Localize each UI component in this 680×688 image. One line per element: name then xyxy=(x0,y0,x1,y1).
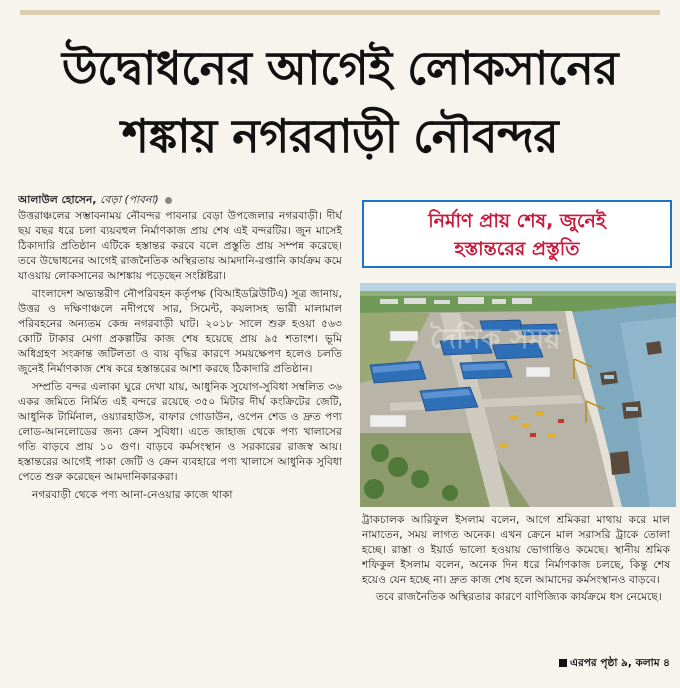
article-paragraph-4: নগরবাড়ী থেকে পণ্য আনা-নেওয়ার কাজে থাকা xyxy=(32,488,233,501)
article-right-column xyxy=(362,512,670,672)
subheadline-line-2: হস্তান্তরের প্রস্তুতি xyxy=(454,238,580,260)
port-aerial-photo xyxy=(360,283,676,507)
continued-note xyxy=(559,656,670,673)
subheadline-box xyxy=(362,200,672,268)
byline-author: আলাউল হোসেন, xyxy=(18,193,97,206)
headline-line-1: উদ্বোধনের আগেই লোকসানের xyxy=(61,41,619,95)
article-paragraph-6: তবে রাজনৈতিক অস্থিরতার কারণে বাণিজ্যিক কার্যক্রমে ধস নেমেছে। xyxy=(376,590,662,603)
article-paragraph-2: বাংলাদেশ অভ্যন্তরীণ নৌপরিবহন কর্তৃপক্ষ (বিআইডব্লিউটিএ) সূত্র জানায়, উত্তর ও দক্ষিণাঞ্চলে নদীপথে সার, সিমেন্ট, কয়লাসহ ভারী মালামাল পরিবহনের অন্যতম কেন্দ্র নগরবাড়ী ঘাট। ২০১৮ সালে শুরু হওয়া ৫৬৩ কোটি টাকার মেগা প্রকল্পটির কাজ শেষ হয়েছে প্রায় ৯৫ শতাংশ। ভূমি অধিগ্রহণ সংক্রান্ত জটিলতা ও ব্যয় বৃদ্ধির কারণে সময়ক্ষেপণ হলেও চলতি জুনেই নির্মাণকাজ শেষ করে হস্তান্তরের আশা করছে ঠিকাদারি প্রতিষ্ঠান। xyxy=(18,287,342,375)
continued-text: এরপর পৃষ্ঠা ৯, কলাম ৪ xyxy=(570,657,670,669)
article-left-column xyxy=(18,192,342,678)
article-paragraph-5: ট্রাকচালক আরিফুল ইসলাম বলেন, আগে শ্রমিকরা মাথায় করে মাল নামাতেন, সময় লাগত অনেক। এখন ক্রেনে মাল সরাসরি ট্রাকে তোলা হচ্ছে। রাস্তা ও ইয়ার্ড ভালো হওয়ায় ভোগান্তিও কমেছে। স্থানীয় শ্রমিক শফিকুল ইসলাম বলেন, অনেক দিন ধরে নির্মাণকাজ চলছে, কিন্তু শেষ হয়েও যেন হচ্ছে না। দ্রুত কাজ শেষ হলে আমাদের কর্মসংস্থানও বাড়বে। xyxy=(362,513,670,586)
article-paragraph-1: উত্তরাঞ্চলের সম্ভাবনাময় নৌবন্দর পাবনার বেড়া উপজেলার নগরবাড়ী। দীর্ঘ ছয় বছর ধরে চলা ব্যয়বহুল নির্মাণকাজ প্রায় শেষ এই বন্দরটির। জুন মাসেই ঠিকাদারি প্রতিষ্ঠান এটিকে হস্তান্তর করবে বলে প্রস্তুতি প্রায় সম্পন্ন করেছে। তবে উদ্বোধনের আগেই রাজনৈতিক অস্থিরতায় আমদানি-রপ্তানি কার্যক্রম কমে যাওয়ায় লোকসানের আশঙ্কায় পড়েছেন সংশ্লিষ্টরা। xyxy=(18,209,342,282)
bullet-dot-icon xyxy=(165,197,172,204)
byline xyxy=(18,192,342,207)
article-paragraph-3: সম্প্রতি বন্দর এলাকা ঘুরে দেখা যায়, আধুনিক সুযোগ-সুবিধা সম্বলিত ৩৬ একর জমিতে নির্মিত এই বন্দরে রয়েছে ৩৫০ মিটার দীর্ঘ কংক্রিটের জেটি, আধুনিক টার্মিনাল, ওয়্যারহাউস, বাফার গোডাউন, ওপেন শেড ও দ্রুত পণ্য লোড-আনলোডের জন্য ক্রেন সুবিধা। এতে জাহাজ থেকে পণ্য খালাসের গতি বাড়বে প্রায় ১০ গুণ। বাড়বে কর্মসংস্থান ও সরকারের রাজস্ব আয়। হস্তান্তরের আগেই পাকা জেটি ও ক্রেন ব্যবহারে পণ্য খালাসে আধুনিক সুবিধা পেতে শুরু করেছেন আমদানিকারকরা। xyxy=(18,380,342,483)
headline xyxy=(14,34,666,170)
photo-watermark: দৈনিক সময় xyxy=(430,322,561,355)
subheadline-line-1: নির্মাণ প্রায় শেষ, জুনেই xyxy=(428,210,606,232)
top-rule xyxy=(20,10,660,15)
square-bullet-icon xyxy=(559,659,567,667)
byline-place: বেড়া (পাবনা) xyxy=(100,193,159,206)
headline-line-2: শঙ্কায় নগরবাড়ী নৌবন্দর xyxy=(121,109,559,163)
